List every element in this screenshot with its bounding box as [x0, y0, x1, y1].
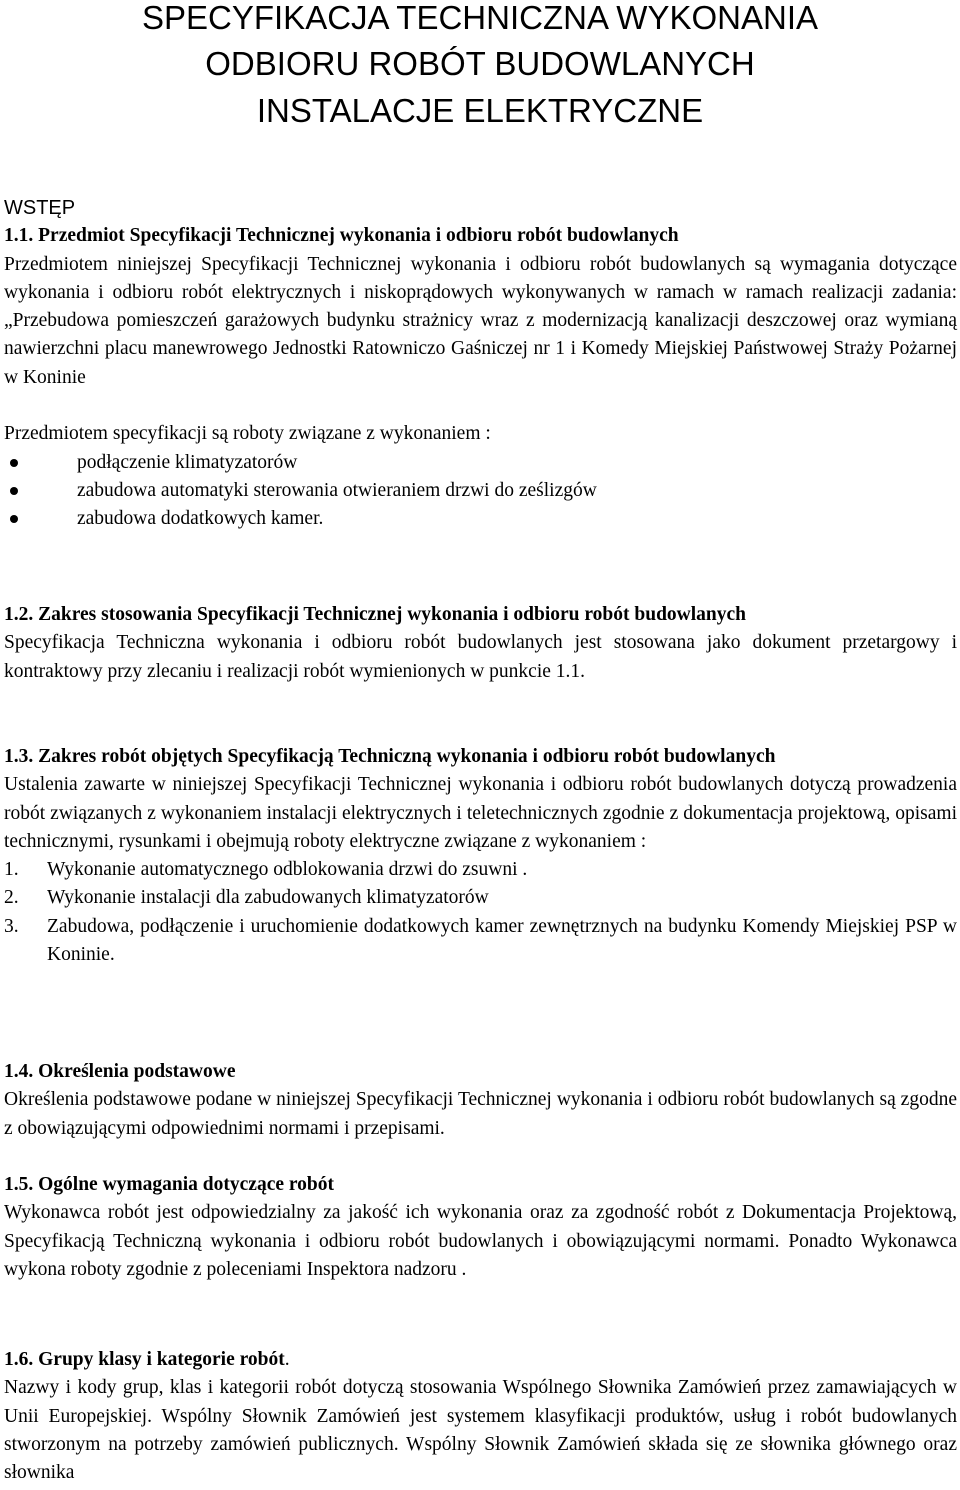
section-1-5-paragraph: Wykonawca robót jest odpowiedzialny za jakość ich wykonania oraz za zgodność robót z Dokumentacja Projektową, Specyfikacją Techniczną wykonania i odbioru robót budowlanych i obowiązującymi normami. Ponadto Wykonawca wykona roboty zgodnie z poleceniami Inspektora nadzoru . [4, 1202, 957, 1280]
intro-heading: WSTĘP [4, 197, 76, 219]
section-1-2 [4, 601, 957, 686]
section-1-6-heading-suffix: . [284, 1349, 290, 1370]
bullet-item: zabudowa automatyki sterowania otwieraniem drzwi do ześlizgów [4, 477, 957, 505]
section-1-3-heading: 1.3. Zakres robót objętych Specyfikacją Techniczną wykonania i odbioru robót budowlanych [4, 746, 776, 767]
section-1-5 [4, 1171, 957, 1284]
section-1-2-heading: 1.2. Zakres stosowania Specyfikacji Technicznej wykonania i odbioru robót budowlanych [4, 604, 747, 625]
section-1-1 [4, 194, 957, 534]
document-title-line1: SPECYFIKACJA TECHNICZNA WYKONANIA [141, 0, 819, 36]
section-1-4-heading: 1.4. Określenia podstawowe [4, 1061, 236, 1082]
section-1-6-paragraph: Nazwy i kody grup, klas i kategorii robót dotyczą stosowania Wspólnego Słownika Zamówień przez zamawiających w Unii Europejskiej. Wspólny Słownik Zamówień jest systemem klasyfikacji produktów, usług i robót budowlanych stworzonym na potrzeby zamówień publicznych. Wspólny Słownik Zamówień składa się ze słownika głównego oraz słownika [4, 1377, 957, 1484]
section-1-6 [4, 1346, 957, 1487]
bullet-item: zabudowa dodatkowych kamer. [4, 505, 957, 533]
section-1-4-paragraph: Określenia podstawowe podane w niniejszej Specyfikacji Technicznej wykonania i odbioru robót budowlanych są zgodne z obowiązującymi odpowiednimi normami i przepisami. [4, 1089, 957, 1139]
bullet-icon [10, 515, 18, 523]
section-1-1-lead: Przedmiotem specyfikacji są roboty związane z wykonaniem : [4, 423, 491, 445]
section-1-2-paragraph: Specyfikacja Techniczna wykonania i odbioru robót budowlanych jest stosowana jako dokument przetargowy i kontraktowy przy zlecaniu i realizacji robót wymienionych w punkcie 1.1. [4, 632, 957, 682]
scope-bullet-list [4, 449, 957, 534]
list-item: 2. Wykonanie instalacji dla zabudowanych klimatyzatorów [4, 887, 489, 909]
section-1-1-heading: 1.1. Przedmiot Specyfikacji Technicznej wykonania i odbioru robót budowlanych [4, 225, 679, 247]
works-numbered-list [4, 856, 957, 969]
bullet-icon [10, 459, 18, 467]
section-1-1-paragraph: Przedmiotem niniejszej Specyfikacji Technicznej wykonania i odbioru robót budowlanych są wymagania dotyczące wykonania i odbioru robót elektrycznych i niskoprądowych wykonywanych w ramach w ramach realizacji zadania: „Przebudowa pomieszczeń garażowych budynku strażnicy wraz z modernizacją kanalizacji deszczowej oraz wymianą nawierzchni placu manewrowego Jednostki Ratowniczo Gaśniczej nr 1 i Komedy Miejskiej Państwowej Straży Pożarnej w Koninie [4, 253, 957, 388]
document-title-line3: INSTALACJE ELEKTRYCZNE [256, 92, 704, 129]
bullet-icon [10, 487, 18, 495]
section-1-3-paragraph: Ustalenia zawarte w niniejszej Specyfikacji Technicznej wykonania i odbioru robót budowlanych dotyczą prowadzenia robót związanych z wykonaniem instalacji elektrycznych i teletechnicznych zgodnie z dokumentacja projektową, opisami technicznymi, rysunkami i obejmują roboty elektryczne związane z wykonaniem : [4, 774, 957, 852]
list-item: 3. Zabudowa, podłączenie i uruchomienie dodatkowych kamer zewnętrznych na budynku Komendy Miejskiej PSP w Koninie. [4, 915, 957, 966]
section-1-5-heading: 1.5. Ogólne wymagania dotyczące robót [4, 1174, 335, 1195]
section-1-4 [4, 1058, 957, 1143]
bullet-item: podłączenie klimatyzatorów [4, 449, 957, 477]
section-1-3 [4, 743, 957, 969]
list-item: 1. Wykonanie automatycznego odblokowania drzwi do zsuwni . [4, 859, 528, 881]
section-1-6-heading: 1.6. Grupy klasy i kategorie robót [4, 1349, 285, 1370]
document-title-line2: ODBIORU ROBÓT BUDOWLANYCH [205, 45, 755, 82]
